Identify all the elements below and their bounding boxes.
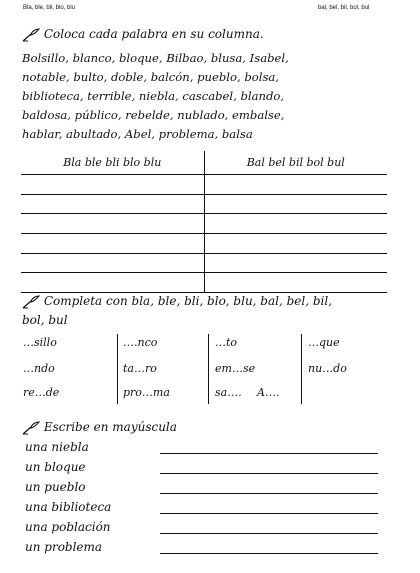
table-cell[interactable] [21,175,204,195]
header-right: bal, bel, bil, bol, bul [318,5,370,11]
table-cell[interactable] [21,214,204,234]
uppercase-word: una biblioteca [25,500,112,514]
fill-item: A…. [257,386,280,399]
fill-item: pro…ma [123,386,170,399]
table-header-bla: Bla ble bli blo blu [21,151,204,175]
uppercase-word: un problema [25,540,103,554]
table-row [21,273,387,293]
write-line[interactable] [160,473,378,474]
fill-item: ta…ro [123,362,157,375]
fill-item: ….nco [123,336,158,349]
fill-item: em…se [215,362,256,375]
uppercase-word: un bloque [25,460,86,474]
word-list-line: hablar, abultado, Abel, problema, balsa [22,127,253,141]
table-cell[interactable] [204,234,387,254]
table-row [21,194,387,214]
word-list-line: baldosa, público, rebelde, nublado, embalse, [22,108,285,122]
word-list-line: notable, bulto, doble, balcón, pueblo, bolsa, [22,70,279,84]
table-cell[interactable] [204,175,387,195]
fill-item: …to [215,336,238,349]
fill-item: …que [308,336,340,349]
table-cell[interactable] [204,214,387,234]
write-line[interactable] [160,513,378,514]
table-row [21,253,387,273]
table-cell[interactable] [21,273,204,293]
section2-title: Completa con bla, ble, bli, blo, blu, bal, bel, bil, [43,294,333,308]
table-cell[interactable] [204,253,387,273]
section1-title: Coloca cada palabra en su columna. [43,27,264,41]
quill-pen-icon [22,295,40,309]
write-line[interactable] [160,493,378,494]
write-line[interactable] [160,453,378,454]
word-list-line: biblioteca, terrible, niebla, cascabel, blando, [22,89,285,103]
write-line[interactable] [160,533,378,534]
word-list [22,49,289,144]
table-row [21,214,387,234]
header-left: Bla, ble, bli, blo, blu [23,5,76,11]
write-line[interactable] [160,553,378,554]
table-row [21,175,387,195]
section3-title-row [22,420,177,435]
fill-grid [21,332,391,407]
table-cell[interactable] [21,234,204,254]
fill-item: …ndo [23,362,55,375]
table-header-bal: Bal bel bil bol bul [204,151,387,175]
quill-pen-icon [22,28,40,42]
grid-divider [208,334,209,404]
table-cell[interactable] [21,253,204,273]
fill-item: re…de [23,386,60,399]
grid-divider [117,334,118,404]
fill-item: …sillo [23,336,57,349]
grid-divider [301,334,302,404]
uppercase-word: una niebla [25,440,89,454]
word-list-line: Bolsillo, blanco, bloque, Bilbao, blusa, Isabel, [22,51,289,65]
section3-title: Escribe en mayúscula [43,420,177,434]
quill-pen-icon [22,421,40,435]
section2-title-cont: bol, bul [22,313,68,327]
uppercase-word: una población [25,520,111,534]
table-cell[interactable] [204,273,387,293]
fill-item: sa…. [215,386,242,399]
uppercase-word: un pueblo [25,480,86,494]
fill-item: nu…do [308,362,347,375]
section2-title-row [22,294,332,309]
table-cell[interactable] [204,194,387,214]
sort-table [21,151,387,293]
section1-title-row [22,27,264,42]
table-row [21,234,387,254]
table-cell[interactable] [21,194,204,214]
